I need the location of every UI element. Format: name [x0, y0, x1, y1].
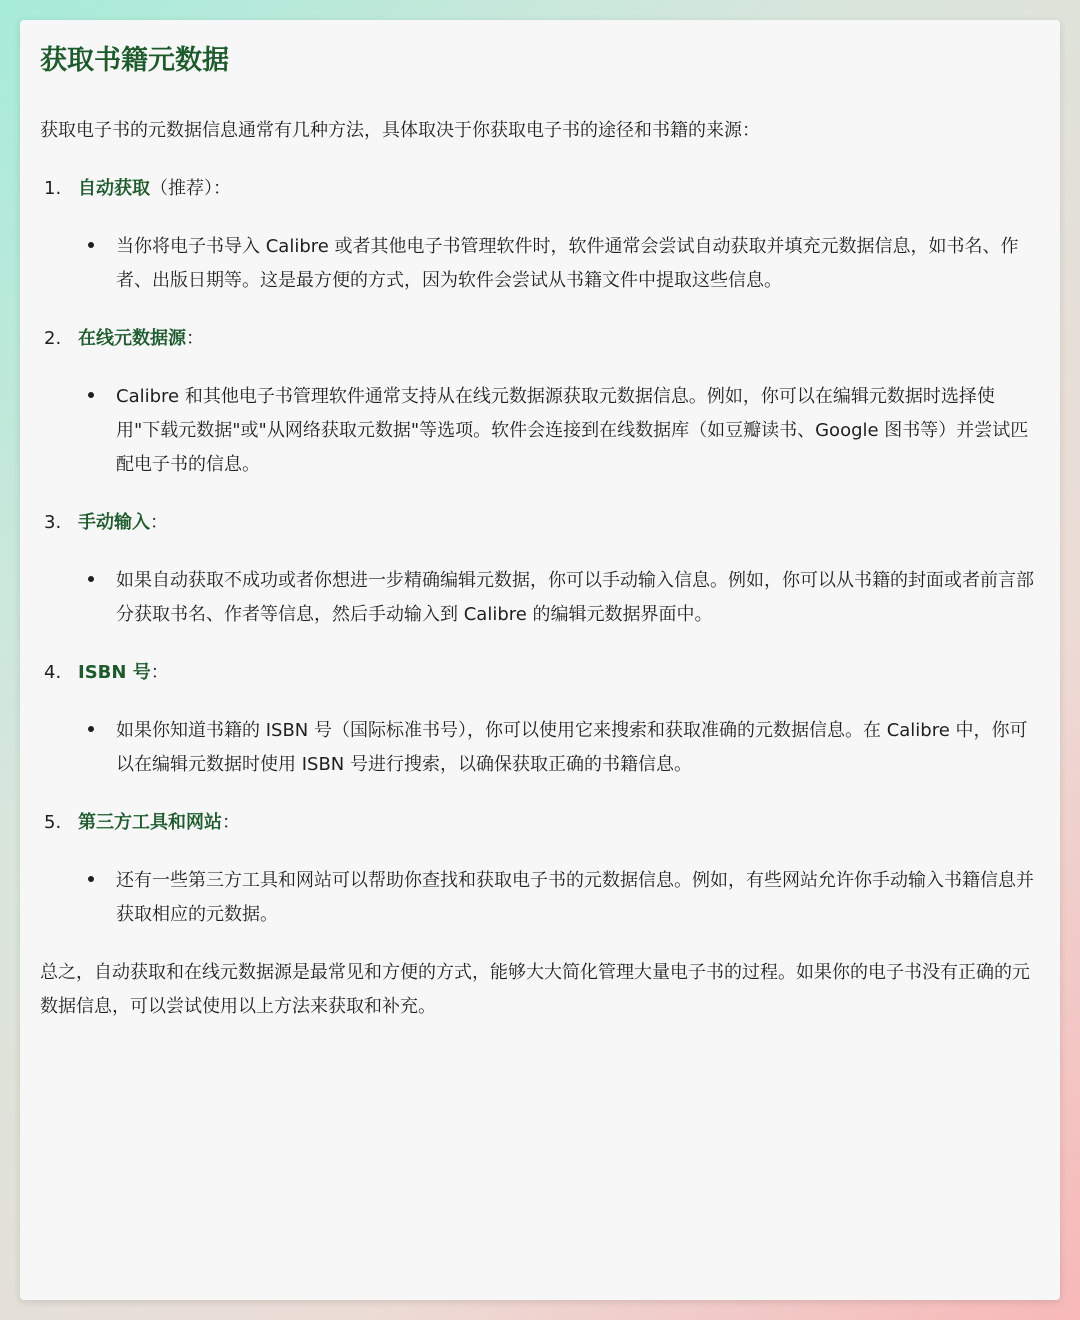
bullet-icon — [40, 714, 116, 782]
section-3 — [40, 506, 1040, 632]
bullet-text: Calibre 和其他电子书管理软件通常支持从在线元数据源获取元数据信息。例如，你可以在编辑元数据时选择使用"下载元数据"或"从网络获取元数据"等选项。软件会连接到在线数据库（如豆瓣读书、Google 图书等）并尝试匹配电子书的信息。 — [116, 386, 1029, 475]
bullet-icon — [40, 230, 116, 298]
list-item — [40, 380, 1040, 482]
summary-paragraph: 总之，自动获取和在线元数据源是最常见和方便的方式，能够大大简化管理大量电子书的过程。如果你的电子书没有正确的元数据信息，可以尝试使用以上方法来获取和补充。 — [40, 962, 1030, 1017]
section-title-suffix: ： — [222, 812, 240, 833]
section-number: 1. — [44, 178, 62, 199]
section-5 — [40, 806, 1040, 932]
bullet-text: 如果你知道书籍的 ISBN 号（国际标准书号），你可以使用它来搜索和获取准确的元数据信息。在 Calibre 中，你可以在编辑元数据时使用 ISBN 号进行搜索，以确保获取正确的书籍信息。 — [116, 720, 1028, 775]
section-number: 5. — [44, 812, 62, 833]
section-title-suffix: ： — [150, 512, 168, 533]
section-title: 手动输入 — [78, 512, 150, 533]
bullet-text: 还有一些第三方工具和网站可以帮助你查找和获取电子书的元数据信息。例如，有些网站允许你手动输入书籍信息并获取相应的元数据。 — [116, 870, 1034, 925]
bullet-icon — [40, 864, 116, 932]
section-title: ISBN 号 — [78, 662, 151, 683]
section-title: 第三方工具和网站 — [78, 812, 222, 833]
section-title-suffix: （推荐）： — [150, 178, 231, 199]
section-4 — [40, 656, 1040, 782]
section-2 — [40, 322, 1040, 482]
list-item — [40, 864, 1040, 932]
bullet-text: 如果自动获取不成功或者你想进一步精确编辑元数据，你可以手动输入信息。例如，你可以从书籍的封面或者前言部分获取书名、作者等信息，然后手动输入到 Calibre 的编辑元数据界面中。 — [116, 570, 1034, 625]
section-number: 2. — [44, 328, 62, 349]
page-title: 获取书籍元数据 — [40, 45, 229, 76]
bullet-icon — [40, 564, 116, 632]
bullet-icon — [40, 380, 116, 482]
section-heading — [40, 656, 1040, 690]
section-heading — [40, 806, 1040, 840]
section-number: 3. — [44, 512, 62, 533]
list-item — [40, 714, 1040, 782]
section-heading — [40, 506, 1040, 540]
section-title-suffix: ： — [150, 662, 169, 683]
section-title: 自动获取 — [78, 178, 150, 199]
list-item — [40, 564, 1040, 632]
content-card — [20, 20, 1060, 1300]
section-1 — [40, 172, 1040, 298]
section-title: 在线元数据源 — [78, 328, 186, 349]
bullet-text: 当你将电子书导入 Calibre 或者其他电子书管理软件时，软件通常会尝试自动获取并填充元数据信息，如书名、作者、出版日期等。这是最方便的方式，因为软件会尝试从书籍文件中提取这些信息。 — [116, 236, 1019, 291]
list-item — [40, 230, 1040, 298]
section-heading — [40, 172, 1040, 206]
section-heading — [40, 322, 1040, 356]
section-number: 4. — [44, 662, 62, 683]
intro-paragraph: 获取电子书的元数据信息通常有几种方法，具体取决于你获取电子书的途径和书籍的来源： — [40, 120, 760, 141]
section-title-suffix: ： — [186, 328, 204, 349]
